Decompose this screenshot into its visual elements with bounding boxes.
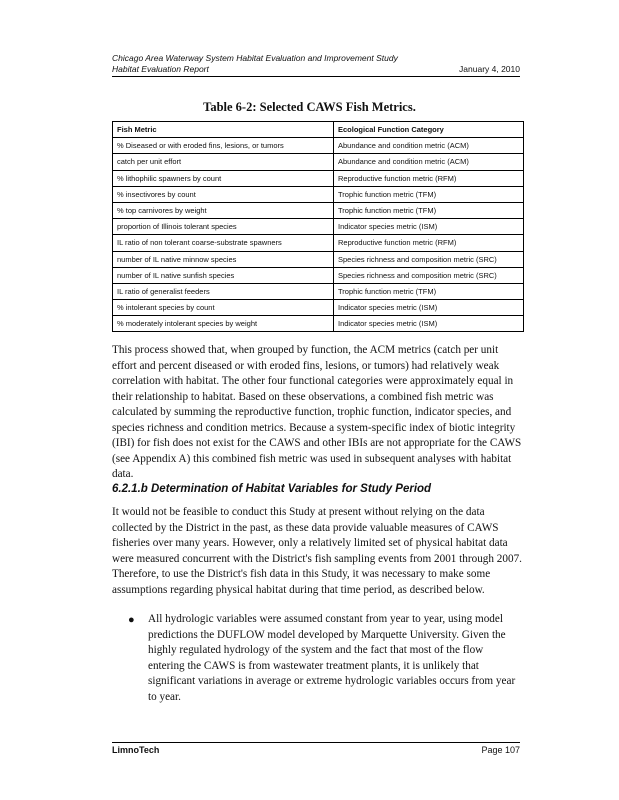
fish-metric-cell: catch per unit effort bbox=[113, 154, 334, 170]
footer-company: LimnoTech bbox=[112, 745, 160, 755]
fish-metric-cell: % intolerant species by count bbox=[113, 300, 334, 316]
function-category-cell: Species richness and composition metric (SRC) bbox=[334, 267, 524, 283]
header-rule bbox=[112, 76, 520, 77]
function-category-cell: Indicator species metric (ISM) bbox=[334, 219, 524, 235]
function-category-cell: Reproductive function metric (RFM) bbox=[334, 170, 524, 186]
fish-metric-cell: % moderately intolerant species by weight bbox=[113, 316, 334, 332]
fish-metric-cell: % lithophilic spawners by count bbox=[113, 170, 334, 186]
fish-metric-cell: proportion of Illinois tolerant species bbox=[113, 219, 334, 235]
column-header: Ecological Function Category bbox=[334, 122, 524, 138]
table-row bbox=[113, 202, 524, 218]
table-row bbox=[113, 235, 524, 251]
table-row bbox=[113, 138, 524, 154]
paragraph: This process showed that, when grouped by function, the ACM metrics (catch per unit effort and percent diseased or with eroded fins, lesions, or tumors) had relatively weak correlation with habitat. The other four functional categories were approximately equal in their relationship to habitat. Based on these observations, a combined fish metric was calculated by summing the reproductive function, trophic function, indicator species, and species richness and condition metrics. Because a system-specific index of biotic integrity (IBI) for fish does not exist for the CAWS and other IBIs are not appropriate for the CAWS (see Appendix A) this combined fish metric was used in subsequent analyses with habitat data. bbox=[112, 344, 522, 480]
column-header: Fish Metric bbox=[113, 122, 334, 138]
table-row bbox=[113, 316, 524, 332]
table-row bbox=[113, 283, 524, 299]
header-subtitle: Habitat Evaluation Report bbox=[112, 64, 209, 74]
function-category-cell: Trophic function metric (TFM) bbox=[334, 283, 524, 299]
function-category-cell: Trophic function metric (TFM) bbox=[334, 202, 524, 218]
table-row bbox=[113, 186, 524, 202]
fish-metric-cell: % Diseased or with eroded fins, lesions, or tumors bbox=[113, 138, 334, 154]
footer bbox=[112, 745, 520, 755]
function-category-cell: Abundance and condition metric (ACM) bbox=[334, 138, 524, 154]
fish-metric-cell: number of IL native sunfish species bbox=[113, 267, 334, 283]
bullet-item: All hydrologic variables were assumed constant from year to year, using model predictions the DUFLOW model developed by Marquette University. Given the highly regulated hydrology of the system and the fact that most of the flow entering the CAWS is from wastewater treatment plants, it is unlikely that significant variations in average or extreme hydrologic variables occurs from year to year. bbox=[148, 613, 516, 703]
table-row bbox=[113, 154, 524, 170]
running-header bbox=[112, 53, 520, 75]
table-row bbox=[113, 170, 524, 186]
bullet-icon: ● bbox=[128, 614, 135, 626]
table-row bbox=[113, 251, 524, 267]
table-row bbox=[113, 300, 524, 316]
header-date: January 4, 2010 bbox=[459, 64, 520, 74]
fish-metric-cell: % top carnivores by weight bbox=[113, 202, 334, 218]
fish-metric-cell: IL ratio of generalist feeders bbox=[113, 283, 334, 299]
function-category-cell: Indicator species metric (ISM) bbox=[334, 300, 524, 316]
table-row bbox=[113, 267, 524, 283]
function-category-cell: Trophic function metric (TFM) bbox=[334, 186, 524, 202]
fish-metric-cell: % insectivores by count bbox=[113, 186, 334, 202]
function-category-cell: Indicator species metric (ISM) bbox=[334, 316, 524, 332]
header-title: Chicago Area Waterway System Habitat Evaluation and Improvement Study bbox=[112, 53, 398, 63]
paragraph: It would not be feasible to conduct this Study at present without relying on the data collected by the District in the past, as these data provide valuable measures of CAWS fisheries over many years. However, only a relatively limited set of physical habitat data were measured concurrent with the District's fish sampling events from 2001 through 2007. Therefore, to use the District's fish data in this Study, it was necessary to make some assumptions regarding physical habitat during that time period, as described below. bbox=[112, 506, 522, 596]
footer-rule bbox=[112, 742, 520, 743]
fish-metric-cell: IL ratio of non tolerant coarse-substrate spawners bbox=[113, 235, 334, 251]
function-category-cell: Species richness and composition metric (SRC) bbox=[334, 251, 524, 267]
table-row bbox=[113, 219, 524, 235]
page-number: Page 107 bbox=[481, 745, 520, 755]
table-title: Table 6-2: Selected CAWS Fish Metrics. bbox=[203, 100, 416, 114]
table-header-row bbox=[113, 122, 524, 138]
fish-metrics-table bbox=[112, 121, 524, 332]
function-category-cell: Reproductive function metric (RFM) bbox=[334, 235, 524, 251]
fish-metric-cell: number of IL native minnow species bbox=[113, 251, 334, 267]
section-heading: 6.2.1.b Determination of Habitat Variables for Study Period bbox=[112, 483, 432, 495]
function-category-cell: Abundance and condition metric (ACM) bbox=[334, 154, 524, 170]
